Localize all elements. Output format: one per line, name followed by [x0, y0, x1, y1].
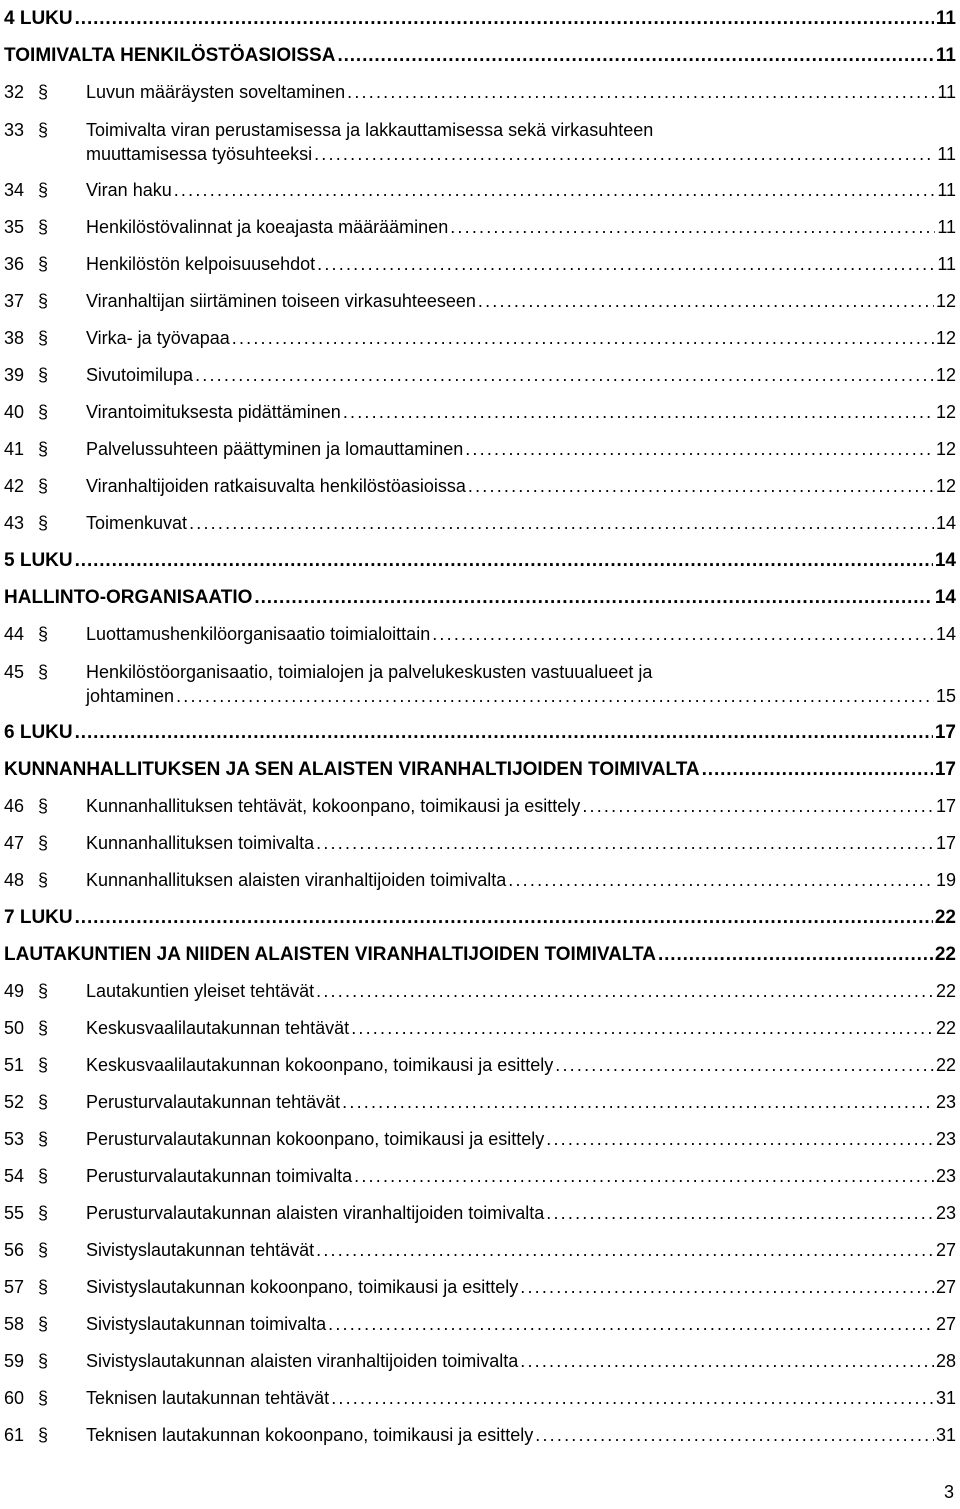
section-number: 58: [4, 1314, 25, 1334]
toc-section-entry[interactable]: [4, 357, 956, 394]
entry-title: HALLINTO-ORGANISAATIO: [4, 587, 253, 608]
section-sign-icon: §: [38, 1166, 49, 1186]
section-number: 32: [4, 82, 25, 102]
entry-page-number: 12: [935, 402, 956, 422]
toc-line: [4, 74, 956, 111]
entry-title: Keskusvaalilautakunnan kokoonpano, toimikausi ja esittely: [86, 1055, 554, 1075]
toc-section-entry[interactable]: [4, 1343, 956, 1380]
section-number: 57: [4, 1277, 25, 1297]
toc-line: [4, 468, 956, 505]
section-number: 54: [4, 1166, 25, 1186]
toc-line: [4, 246, 956, 283]
section-sign-icon: §: [38, 870, 49, 890]
section-number: 37: [4, 291, 25, 311]
section-sign-icon: §: [38, 82, 49, 102]
entry-title: Palvelussuhteen päättyminen ja lomauttaminen: [86, 439, 464, 459]
entry-page-number: 12: [935, 476, 956, 496]
section-number: 56: [4, 1240, 25, 1260]
toc-section-entry[interactable]: [4, 118, 956, 166]
dot-leader: [314, 142, 935, 166]
toc-line: [4, 899, 956, 936]
section-number: 50: [4, 1018, 25, 1038]
section-number: 60: [4, 1388, 25, 1408]
dot-leader: [535, 1417, 934, 1454]
toc-chapter-entry[interactable]: [4, 37, 956, 74]
toc-line: [4, 751, 956, 788]
entry-title: Teknisen lautakunnan kokoonpano, toimikausi ja esittely: [86, 1425, 534, 1445]
entry-title: Perusturvalautakunnan alaisten viranhaltijoiden toimivalta: [86, 1203, 545, 1223]
toc-section-entry[interactable]: [4, 616, 956, 653]
entry-page-number: 27: [935, 1314, 956, 1334]
entry-page-number: 17: [934, 759, 956, 780]
toc-section-entry[interactable]: [4, 505, 956, 542]
entry-page-number: 31: [935, 1425, 956, 1445]
dot-leader: [546, 1121, 934, 1158]
entry-page-number: 23: [935, 1203, 956, 1223]
entry-title: Sivistyslautakunnan tehtävät: [86, 1240, 315, 1260]
toc-chapter-entry[interactable]: [4, 0, 956, 37]
toc-section-entry[interactable]: [4, 394, 956, 431]
section-sign-icon: §: [38, 1203, 49, 1223]
section-number: 52: [4, 1092, 25, 1112]
dot-leader: [75, 0, 934, 37]
entry-title: Sivistyslautakunnan alaisten viranhaltijoiden toimivalta: [86, 1351, 519, 1371]
entry-title: Henkilöstövalinnat ja koeajasta määrääminen: [86, 217, 449, 237]
section-number: 33: [4, 120, 25, 140]
entry-title: Viranhaltijoiden ratkaisuvalta henkilöstöasioissa: [86, 476, 466, 496]
entry-page-number: 22: [935, 981, 956, 1001]
section-number: 45: [4, 662, 25, 682]
entry-page-number: 11: [937, 82, 956, 102]
entry-page-number: 11: [937, 254, 956, 274]
entry-page-number: 23: [935, 1129, 956, 1149]
entry-title: Luvun määräysten soveltaminen: [86, 82, 346, 102]
section-number: 42: [4, 476, 25, 496]
toc-line: [4, 936, 956, 973]
section-sign-icon: §: [38, 254, 49, 274]
entry-title: Sivutoimilupa: [86, 365, 194, 385]
section-number: 61: [4, 1425, 25, 1445]
dot-leader: [232, 320, 934, 357]
dot-leader: [75, 714, 933, 751]
toc-section-entry[interactable]: [4, 1047, 956, 1084]
toc-section-entry[interactable]: [4, 468, 956, 505]
toc-section-entry[interactable]: [4, 246, 956, 283]
entry-title: LAUTAKUNTIEN JA NIIDEN ALAISTEN VIRANHALTIJOIDEN TOIMIVALTA: [4, 944, 656, 965]
toc-section-entry[interactable]: [4, 1010, 956, 1047]
toc-line-continuation: [4, 684, 956, 708]
dot-leader: [174, 172, 936, 209]
toc-line: [4, 579, 956, 616]
entry-title: Henkilöstön kelpoisuusehdot: [86, 254, 316, 274]
entry-title: Luottamushenkilöorganisaatio toimialoittain: [86, 624, 431, 644]
entry-page-number: 17: [935, 796, 956, 816]
dot-leader: [582, 788, 934, 825]
toc-section-entry[interactable]: [4, 660, 956, 708]
section-sign-icon: §: [38, 662, 49, 682]
dot-leader: [468, 468, 934, 505]
dot-leader: [75, 899, 933, 936]
entry-title: Toimivalta viran perustamisessa ja lakkauttamisessa sekä virkasuhteen: [86, 120, 654, 140]
dot-leader: [176, 684, 934, 708]
section-sign-icon: §: [38, 180, 49, 200]
section-sign-icon: §: [38, 1351, 49, 1371]
dot-leader: [465, 431, 934, 468]
section-number: 39: [4, 365, 25, 385]
entry-title: KUNNANHALLITUKSEN JA SEN ALAISTEN VIRANHALTIJOIDEN TOIMIVALTA: [4, 759, 700, 780]
entry-title: Sivistyslautakunnan kokoonpano, toimikausi ja esittely: [86, 1277, 519, 1297]
toc-line: [4, 209, 956, 246]
section-sign-icon: §: [38, 624, 49, 644]
toc-chapter-entry[interactable]: [4, 579, 956, 616]
entry-title: Kunnanhallituksen toimivalta: [86, 833, 315, 853]
entry-title: Keskusvaalilautakunnan tehtävät: [86, 1018, 350, 1038]
entry-title: TOIMIVALTA HENKILÖSTÖASIOISSA: [4, 45, 336, 66]
dot-leader: [508, 862, 934, 899]
toc-line: [4, 660, 956, 684]
entry-page-number: 11: [935, 45, 956, 66]
entry-page-number: 14: [934, 587, 956, 608]
dot-leader: [702, 751, 933, 788]
dot-leader: [347, 74, 935, 111]
toc-section-entry[interactable]: [4, 1232, 956, 1269]
entry-title: Virantoimituksesta pidättäminen: [86, 402, 341, 422]
entry-page-number: 31: [935, 1388, 956, 1408]
section-number: 38: [4, 328, 25, 348]
dot-leader: [342, 1084, 934, 1121]
toc-section-entry[interactable]: [4, 1195, 956, 1232]
section-sign-icon: §: [38, 1314, 49, 1334]
dot-leader: [520, 1269, 934, 1306]
section-sign-icon: §: [38, 1388, 49, 1408]
toc-section-entry[interactable]: [4, 973, 956, 1010]
toc-section-entry[interactable]: [4, 431, 956, 468]
section-number: 36: [4, 254, 25, 274]
toc-line: [4, 1084, 956, 1121]
entry-page-number: 12: [935, 328, 956, 348]
dot-leader: [478, 283, 934, 320]
section-number: 59: [4, 1351, 25, 1371]
dot-leader: [328, 1306, 934, 1343]
section-number: 47: [4, 833, 25, 853]
toc-line: [4, 505, 956, 542]
entry-page-number: 12: [935, 365, 956, 385]
entry-page-number: 28: [935, 1351, 956, 1371]
dot-leader: [75, 542, 933, 579]
section-sign-icon: §: [38, 217, 49, 237]
toc-line: [4, 394, 956, 431]
toc-line: [4, 283, 956, 320]
dot-leader: [555, 1047, 934, 1084]
toc-section-entry[interactable]: [4, 1380, 956, 1417]
entry-page-number: 23: [935, 1092, 956, 1112]
dot-leader: [520, 1343, 934, 1380]
toc-line: [4, 1010, 956, 1047]
table-of-contents: [4, 0, 956, 1454]
entry-title: Henkilöstöorganisaatio, toimialojen ja palvelukeskusten vastuualueet ja: [86, 662, 653, 682]
toc-line-continuation: [4, 142, 956, 166]
section-number: 44: [4, 624, 25, 644]
toc-line: [4, 1195, 956, 1232]
entry-title: 4 LUKU: [4, 8, 73, 29]
dot-leader: [331, 1380, 934, 1417]
entry-page-number: 12: [935, 439, 956, 459]
entry-page-number: 14: [935, 624, 956, 644]
entry-title: Perusturvalautakunnan kokoonpano, toimikausi ja esittely: [86, 1129, 545, 1149]
toc-section-entry[interactable]: [4, 1269, 956, 1306]
entry-title: Teknisen lautakunnan tehtävät: [86, 1388, 330, 1408]
entry-page-number: 14: [934, 550, 956, 571]
toc-section-entry[interactable]: [4, 1306, 956, 1343]
toc-line: [4, 172, 956, 209]
entry-page-number: 19: [935, 870, 956, 890]
toc-line: [4, 1121, 956, 1158]
toc-line: [4, 1158, 956, 1195]
section-number: 40: [4, 402, 25, 422]
toc-line: [4, 1269, 956, 1306]
dot-leader: [546, 1195, 934, 1232]
section-sign-icon: §: [38, 796, 49, 816]
toc-line: [4, 431, 956, 468]
entry-title: 7 LUKU: [4, 907, 73, 928]
toc-line: [4, 542, 956, 579]
toc-chapter-entry[interactable]: [4, 542, 956, 579]
dot-leader: [450, 209, 935, 246]
entry-page-number: 23: [935, 1166, 956, 1186]
entry-page-number: 11: [935, 8, 956, 29]
entry-page-number: 12: [935, 291, 956, 311]
entry-title: Perusturvalautakunnan toimivalta: [86, 1166, 353, 1186]
entry-page-number: 22: [934, 907, 956, 928]
section-sign-icon: §: [38, 833, 49, 853]
section-sign-icon: §: [38, 1055, 49, 1075]
entry-title-continued: muuttamisessa työsuhteeksi: [86, 144, 313, 164]
entry-page-number: 27: [935, 1277, 956, 1297]
entry-page-number: 14: [935, 513, 956, 533]
toc-line: [4, 788, 956, 825]
entry-page-number: 17: [934, 722, 956, 743]
toc-section-entry[interactable]: [4, 1417, 956, 1454]
entry-title: Kunnanhallituksen tehtävät, kokoonpano, toimikausi ja esittely: [86, 796, 581, 816]
section-sign-icon: §: [38, 1129, 49, 1149]
toc-line: [4, 37, 956, 74]
entry-title: Sivistyslautakunnan toimivalta: [86, 1314, 327, 1334]
section-number: 41: [4, 439, 25, 459]
toc-section-entry[interactable]: [4, 862, 956, 899]
toc-line: [4, 1343, 956, 1380]
toc-chapter-entry[interactable]: [4, 751, 956, 788]
section-number: 43: [4, 513, 25, 533]
section-sign-icon: §: [38, 1018, 49, 1038]
dot-leader: [316, 825, 934, 862]
dot-leader: [254, 579, 932, 616]
toc-line: [4, 357, 956, 394]
section-sign-icon: §: [38, 291, 49, 311]
entry-title: Lautakuntien yleiset tehtävät: [86, 981, 315, 1001]
section-sign-icon: §: [38, 1092, 49, 1112]
toc-line: [4, 1047, 956, 1084]
toc-section-entry[interactable]: [4, 788, 956, 825]
dot-leader: [432, 616, 934, 653]
dot-leader: [316, 973, 934, 1010]
toc-section-entry[interactable]: [4, 74, 956, 111]
entry-page-number: 22: [935, 1055, 956, 1075]
entry-title: Viran haku: [86, 180, 172, 200]
dot-leader: [343, 394, 934, 431]
section-sign-icon: §: [38, 981, 49, 1001]
toc-line: [4, 1417, 956, 1454]
toc-line: [4, 973, 956, 1010]
toc-chapter-entry[interactable]: [4, 936, 956, 973]
section-sign-icon: §: [38, 328, 49, 348]
section-number: 51: [4, 1055, 25, 1075]
dot-leader: [195, 357, 934, 394]
dot-leader: [354, 1158, 934, 1195]
toc-line: [4, 1380, 956, 1417]
toc-section-entry[interactable]: [4, 1084, 956, 1121]
toc-line: [4, 825, 956, 862]
section-number: 34: [4, 180, 25, 200]
section-sign-icon: §: [38, 120, 49, 140]
toc-section-entry[interactable]: [4, 1158, 956, 1195]
toc-section-entry[interactable]: [4, 209, 956, 246]
toc-section-entry[interactable]: [4, 283, 956, 320]
toc-line: [4, 118, 956, 142]
section-number: 55: [4, 1203, 25, 1223]
entry-title: 6 LUKU: [4, 722, 73, 743]
entry-title: Kunnanhallituksen alaisten viranhaltijoiden toimivalta: [86, 870, 507, 890]
toc-chapter-entry[interactable]: [4, 714, 956, 751]
toc-line: [4, 1306, 956, 1343]
entry-page-number: 15: [935, 686, 956, 706]
toc-line: [4, 0, 956, 37]
section-sign-icon: §: [38, 513, 49, 533]
entry-title: 5 LUKU: [4, 550, 73, 571]
entry-page-number: 27: [935, 1240, 956, 1260]
toc-section-entry[interactable]: [4, 825, 956, 862]
entry-title: Viranhaltijan siirtäminen toiseen virkasuhteeseen: [86, 291, 476, 311]
entry-page-number: 22: [934, 944, 956, 965]
entry-title-continued: johtaminen: [86, 686, 175, 706]
section-sign-icon: §: [38, 365, 49, 385]
section-sign-icon: §: [38, 476, 49, 496]
section-sign-icon: §: [38, 402, 49, 422]
section-sign-icon: §: [38, 1277, 49, 1297]
entry-title: Toimenkuvat: [86, 513, 188, 533]
section-number: 35: [4, 217, 25, 237]
toc-line: [4, 320, 956, 357]
section-number: 53: [4, 1129, 25, 1149]
entry-title: Perusturvalautakunnan tehtävät: [86, 1092, 341, 1112]
section-number: 48: [4, 870, 25, 890]
page-number: 3: [943, 1482, 954, 1502]
toc-line: [4, 714, 956, 751]
toc-line: [4, 616, 956, 653]
dot-leader: [316, 1232, 934, 1269]
section-sign-icon: §: [38, 1240, 49, 1260]
entry-page-number: 22: [935, 1018, 956, 1038]
section-sign-icon: §: [38, 1425, 49, 1445]
dot-leader: [337, 37, 933, 74]
entry-page-number: 11: [937, 144, 956, 164]
toc-line: [4, 1232, 956, 1269]
toc-section-entry[interactable]: [4, 172, 956, 209]
dot-leader: [658, 936, 933, 973]
entry-page-number: 17: [935, 833, 956, 853]
toc-chapter-entry[interactable]: [4, 899, 956, 936]
section-sign-icon: §: [38, 439, 49, 459]
dot-leader: [351, 1010, 934, 1047]
entry-page-number: 11: [937, 217, 956, 237]
dot-leader: [189, 505, 934, 542]
entry-title: Virka- ja työvapaa: [86, 328, 230, 348]
entry-page-number: 11: [937, 180, 956, 200]
toc-line: [4, 862, 956, 899]
dot-leader: [317, 246, 935, 283]
section-number: 49: [4, 981, 25, 1001]
toc-section-entry[interactable]: [4, 320, 956, 357]
toc-section-entry[interactable]: [4, 1121, 956, 1158]
section-number: 46: [4, 796, 25, 816]
